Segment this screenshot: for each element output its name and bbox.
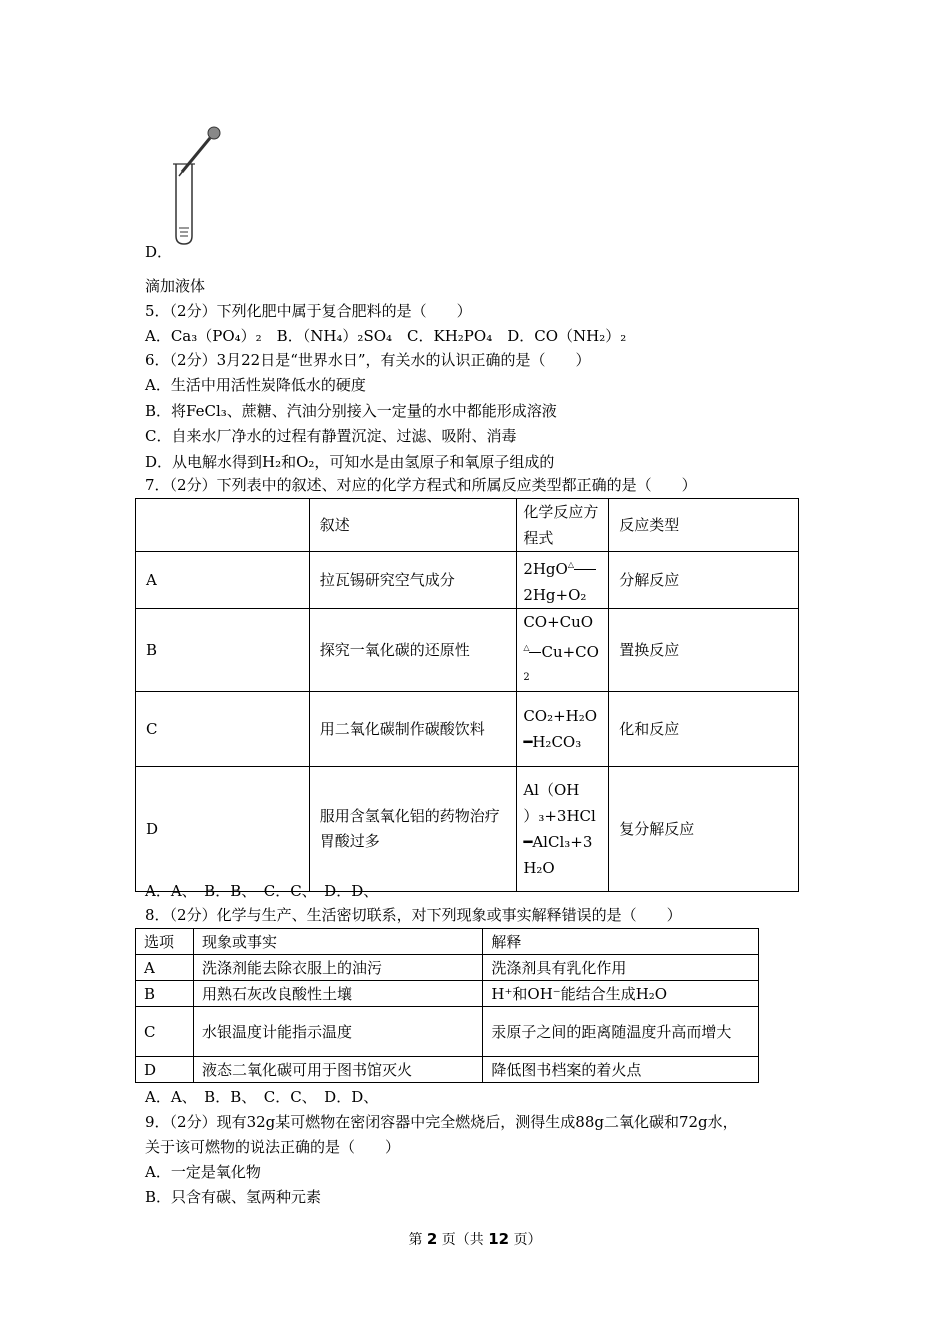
table-row [136,609,799,692]
q6-option-d: D．从电解水得到H₂和O₂，可知水是由氢原子和氧原子组成的 [145,453,555,471]
row-desc: 用二氧化碳制作碳酸饮料 [309,692,517,767]
row-label: D [136,767,310,892]
row-label: B [136,609,310,692]
page-footer: 第 2 页（共 12 页） [408,1230,542,1248]
row-type: 置换反应 [609,609,799,692]
q6-option-b: B．将FeCl₃、蔗糖、汽油分别接入一定量的水中都能形成溶液 [145,402,557,420]
q7-answers: A．A、 B．B、 C．C、 D．D、 [145,882,379,900]
q4-option-d-label: D． [145,243,173,261]
row-desc: 探究一氧化碳的还原性 [309,609,517,692]
q4-option-d-caption: 滴加液体 [145,277,206,295]
page-number: 2 [426,1230,438,1248]
row-label: B [136,981,194,1007]
q5-options: A．Ca₃（PO₄）₂ B．（NH₄）₂SO₄ C．KH₂PO₄ D．CO（NH₂）₂ [145,327,627,345]
row-equation: CO₂+H₂O ━H₂CO₃ [517,692,609,767]
q9-option-a: A．一定是氧化物 [145,1163,261,1181]
table-header-row [136,499,799,552]
row-label: A [136,955,194,981]
row-label: D [136,1057,194,1083]
header-cell: 选项 [136,929,194,955]
row-explain: 汞原子之间的距离随温度升高而增大 [483,1007,759,1057]
header-cell: 叙述 [309,499,517,552]
row-desc: 服用含氢氧化铝的药物治疗胃酸过多 [309,767,517,892]
table-row [136,552,799,609]
row-fact: 洗涤剂能去除衣服上的油污 [193,955,482,981]
row-type: 化和反应 [609,692,799,767]
header-cell [136,499,310,552]
q8-answers: A．A、 B．B、 C．C、 D．D、 [145,1088,379,1106]
table-row [136,981,759,1007]
row-explain: 洗涤剂具有乳化作用 [483,955,759,981]
row-equation: CO+CuO △ Cu+CO 2 [517,609,609,692]
header-cell: 化学反应方程式 [517,499,609,552]
table-row [136,1007,759,1057]
table-row [136,1057,759,1083]
q9-option-b: B．只含有碳、氢两种元素 [145,1188,322,1206]
row-type: 复分解反应 [609,767,799,892]
q6-option-c: C．自来水厂净水的过程有静置沉淀、过滤、吸附、消毒 [145,427,517,445]
row-explain: 降低图书档案的着火点 [483,1057,759,1083]
row-label: C [136,692,310,767]
q9-stem-line1: 9．（2分）现有32g某可燃物在密闭容器中完全燃烧后，测得生成88g二氧化碳和72g水， [145,1113,738,1131]
q6-stem: 6．（2分）3月22日是“世界水日”，有关水的认识正确的是（ ） [145,351,591,369]
q7-stem: 7．（2分）下列表中的叙述、对应的化学方程式和所属反应类型都正确的是（ ） [145,476,697,494]
row-label: A [136,552,310,609]
header-cell: 反应类型 [609,499,799,552]
row-desc: 拉瓦锡研究空气成分 [309,552,517,609]
q7-table [135,498,799,892]
table-row [136,692,799,767]
total-pages: 12 [488,1230,510,1248]
row-label: C [136,1007,194,1057]
q9-stem-line2: 关于该可燃物的说法正确的是（ ） [145,1138,401,1156]
row-explain: H⁺和OH⁻能结合生成H₂O [483,981,759,1007]
row-equation: Al（OH ）₃+3HCl ━AlCl₃+3 H₂O [517,767,609,892]
row-fact: 用熟石灰改良酸性土壤 [193,981,482,1007]
q5-stem: 5．（2分）下列化肥中属于复合肥料的是（ ） [145,302,472,320]
q8-stem: 8．（2分）化学与生产、生活密切联系，对下列现象或事实解释错误的是（ ） [145,906,682,924]
q8-table [135,928,759,1083]
header-cell: 现象或事实 [193,929,482,955]
table-header-row [136,929,759,955]
row-fact: 液态二氧化碳可用于图书馆灭火 [193,1057,482,1083]
table-row [136,955,759,981]
row-type: 分解反应 [609,552,799,609]
row-equation: 2HgO△ 2Hg+O₂ [517,552,609,609]
q6-option-a: A．生活中用活性炭降低水的硬度 [145,376,366,394]
table-row [136,767,799,892]
dropper-test-tube-icon [168,122,228,248]
row-fact: 水银温度计能指示温度 [193,1007,482,1057]
header-cell: 解释 [483,929,759,955]
